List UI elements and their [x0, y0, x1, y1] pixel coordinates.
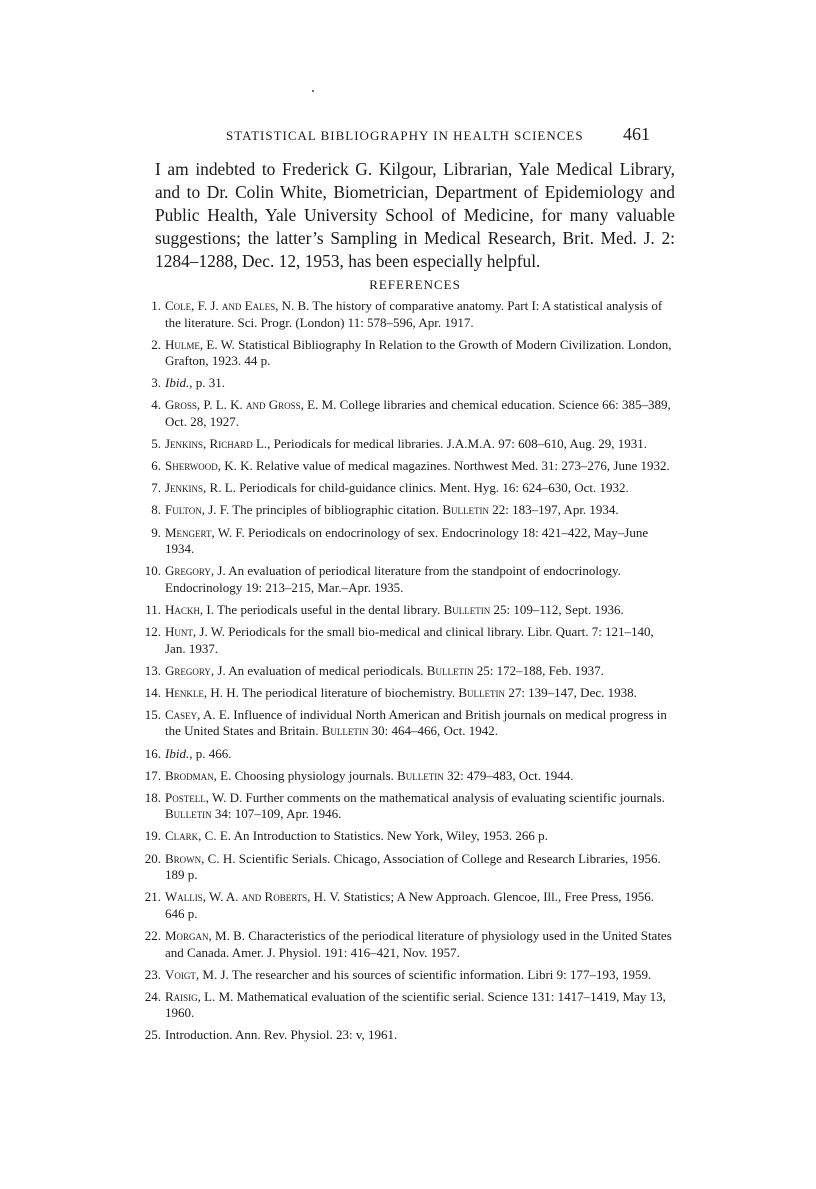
reference-journal-bulletin: Bulletin — [442, 502, 490, 518]
reference-author: Clark, C. E. — [165, 828, 232, 844]
reference-number: 15. — [144, 706, 161, 722]
reference-number: 21. — [144, 889, 161, 905]
reference-item — [140, 1027, 676, 1044]
reference-text: The principles of bibliographic citation. — [229, 502, 443, 518]
reference-number: 7. — [151, 480, 161, 496]
reference-author: Brown, C. H. — [165, 850, 236, 866]
reference-journal-bulletin: Bulletin — [165, 806, 212, 822]
reference-author: Gregory, J. — [165, 563, 226, 579]
reference-number: 20. — [144, 850, 161, 866]
reference-text: Periodicals for medical libraries. J.A.M.A. 97: 608–610, Aug. 29, 1931. — [270, 436, 648, 452]
reference-text: An evaluation of medical periodicals. — [225, 662, 427, 678]
reference-citation: 34: 107–109, Apr. 1946. — [211, 806, 342, 822]
reference-number: 11. — [145, 601, 161, 617]
reference-item — [140, 851, 676, 884]
reference-item — [140, 337, 676, 370]
reference-item — [140, 967, 676, 984]
reference-author: Morgan, M. B. — [165, 927, 246, 943]
reference-citation: 32: 479–483, Oct. 1944. — [443, 767, 574, 783]
reference-author: Sherwood, K. K. — [165, 458, 253, 474]
reference-item — [140, 624, 676, 657]
reference-number: 9. — [151, 524, 161, 540]
reference-author: Jenkins, R. L. — [165, 480, 236, 496]
reference-author: Cole, F. J. and Eales, N. B. — [165, 298, 310, 313]
reference-number: 23. — [144, 966, 161, 982]
reference-citation: 25: 172–188, Feb. 1937. — [473, 662, 604, 678]
reference-item — [140, 458, 676, 475]
reference-text: The periodicals useful in the dental library. — [213, 601, 444, 617]
reference-number: 13. — [144, 662, 161, 678]
references-heading: REFERENCES — [369, 277, 461, 292]
reference-number: 10. — [144, 563, 161, 579]
reference-text: , p. 31. — [189, 375, 225, 391]
reference-number: 25. — [144, 1027, 161, 1043]
reference-text: , p. 466. — [189, 745, 232, 761]
reference-author: Raisig, L. M. — [165, 988, 234, 1004]
reference-number: 2. — [151, 336, 161, 352]
reference-author: Hackh, I. — [165, 601, 214, 617]
reference-number: 24. — [144, 988, 161, 1004]
running-title: STATISTICAL BIBLIOGRAPHY IN HEALTH SCIENCES — [226, 128, 584, 143]
reference-author: Wallis, W. A. and Roberts, H. V. — [165, 889, 341, 905]
reference-number: 16. — [144, 745, 161, 761]
reference-item — [140, 436, 676, 453]
reference-citation: 25: 109–112, Sept. 1936. — [490, 601, 624, 617]
reference-item — [140, 928, 676, 961]
reference-text: Statistics; A New Approach. Glencoe, Ill., Free Press, 1956. 646 p. — [165, 889, 655, 921]
reference-item — [140, 663, 676, 680]
reference-item — [140, 746, 676, 763]
reference-item — [140, 525, 676, 558]
reference-item — [140, 602, 676, 619]
reference-journal-bulletin: Bulletin — [443, 601, 491, 617]
reference-journal-bulletin: Bulletin — [426, 662, 474, 678]
reference-number: 19. — [144, 828, 161, 844]
reference-text: Statistical Bibliography In Relation to the Growth of Modern Civilization. London, Grafton, 1923. 44 p. — [165, 336, 672, 369]
reference-text: Periodicals on endocrinology of sex. Endocrinology 18: 421–422, May–June 1934. — [165, 524, 649, 557]
reference-number: 3. — [151, 375, 161, 391]
reference-author: Brodman, E. — [165, 767, 232, 783]
reference-number: 17. — [144, 767, 161, 783]
reference-item — [140, 989, 676, 1022]
reference-item — [140, 298, 676, 331]
stray-mark — [312, 90, 314, 92]
reference-text: The periodical literature of biochemistry. — [238, 684, 459, 700]
reference-text: An Introduction to Statistics. New York, Wiley, 1953. 266 p. — [231, 828, 548, 844]
reference-text: Influence of individual North American and British journals on medical progress in the United States and Britain. — [165, 706, 667, 739]
reference-number: 22. — [144, 927, 161, 943]
reference-number: 4. — [151, 397, 161, 413]
reference-item — [140, 563, 676, 596]
reference-number: 1. — [151, 298, 161, 313]
reference-item — [140, 768, 676, 785]
reference-text: Periodicals for child-guidance clinics. Ment. Hyg. 16: 624–630, Oct. 1932. — [235, 480, 629, 496]
reference-text: The researcher and his sources of scientific information. Libri 9: 177–193, 1959. — [228, 966, 652, 982]
reference-text: Scientific Serials. Chicago, Association of College and Research Libraries, 1956. 189 p. — [165, 850, 661, 883]
reference-item — [140, 397, 676, 430]
reference-author: Hunt, J. W. — [165, 624, 226, 639]
reference-item — [140, 685, 676, 702]
reference-journal-bulletin: Bulletin — [458, 684, 506, 700]
reference-journal-bulletin: Bulletin — [397, 767, 444, 783]
reference-item — [140, 889, 676, 922]
reference-number: 18. — [144, 789, 161, 805]
reference-author: Hulme, E. W. — [165, 336, 235, 352]
reference-author: Gross, P. L. K. and Gross, E. M. — [165, 397, 337, 413]
acknowledgment-paragraph: I am indebted to Frederick G. Kilgour, Librarian, Yale Medical Library, and to Dr. Colin White, Biometrician, Department of Epidemiology and Public Health, Yale University School of Medicine, for many valuable suggestions; the latter’s Sampling in Medical Research, Brit. Med. J. 2: 1284–1288, Dec. 12, 1953, has been especially helpful. — [155, 159, 675, 271]
page-number: 461 — [623, 124, 650, 144]
reference-item — [140, 480, 676, 497]
reference-journal-bulletin: Bulletin — [321, 723, 369, 739]
reference-author: Voigt, M. J. — [165, 966, 229, 982]
reference-item — [140, 502, 676, 519]
reference-ibid: Ibid. — [165, 745, 190, 761]
reference-number: 14. — [144, 684, 161, 700]
reference-text: Choosing physiology journals. — [231, 767, 398, 783]
reference-text: Periodicals for the small bio-medical and clinical library. Libr. Quart. 7: 121–140, Jan. 1937. — [165, 624, 654, 656]
reference-author: Mengert, W. F. — [165, 524, 245, 540]
reference-ibid: Ibid. — [165, 375, 190, 391]
reference-number: 8. — [151, 502, 161, 518]
reference-citation: 27: 139–147, Dec. 1938. — [505, 684, 637, 700]
reference-text: Relative value of medical magazines. Northwest Med. 31: 273–276, June 1932. — [252, 458, 670, 474]
reference-text: The history of comparative anatomy. Part I: A statistical analysis of the literature. Sci. Progr. (London) 11: 578–596, Apr. 1917. — [165, 298, 663, 330]
reference-text: Further comments on the mathematical analysis of evaluating scientific journals. — [242, 789, 665, 805]
reference-number: 5. — [151, 436, 161, 452]
reference-number: 12. — [144, 624, 161, 639]
reference-citation: 30: 464–466, Oct. 1942. — [368, 723, 499, 739]
reference-text: An evaluation of periodical literature from the standpoint of endocrinology. Endocrinology 19: 213–215, Mar.–Apr. 1935. — [165, 563, 621, 595]
reference-citation: 22: 183–197, Apr. 1934. — [489, 502, 619, 518]
reference-text: College libraries and chemical education. Science 66: 385–389, Oct. 28, 1927. — [165, 397, 671, 430]
references-list — [140, 298, 676, 1049]
reference-item — [140, 707, 676, 740]
reference-author: Gregory, J. — [165, 662, 226, 678]
reference-author: Casey, A. E. — [165, 706, 231, 722]
reference-author: Postell, W. D. — [165, 789, 243, 805]
reference-author: Henkle, H. H. — [165, 684, 239, 700]
reference-text: Mathematical evaluation of the scientific serial. Science 131: 1417–1419, May 13, 1960. — [165, 988, 666, 1021]
reference-author: Fulton, J. F. — [165, 502, 230, 518]
reference-number: 6. — [151, 458, 161, 474]
reference-text: Characteristics of the periodical literature of physiology used in the United States and Canada. Amer. J. Physiol. 191: 416–421, Nov. 1957. — [165, 927, 672, 960]
reference-item — [140, 790, 676, 823]
reference-item — [140, 375, 676, 392]
reference-author: Jenkins, Richard L., — [165, 436, 271, 452]
reference-text: Introduction. Ann. Rev. Physiol. 23: v, 1961. — [165, 1027, 398, 1043]
reference-item — [140, 828, 676, 845]
